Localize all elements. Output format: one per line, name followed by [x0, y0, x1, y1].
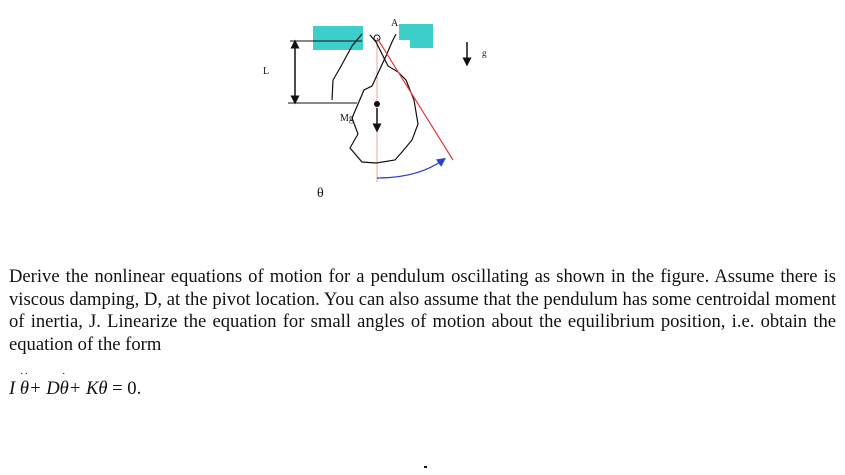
pendulum-body-outline [350, 34, 418, 163]
damping-term: + D [29, 378, 60, 399]
inertia-symbol: I [9, 378, 16, 399]
equation-rhs: = 0. [107, 378, 142, 399]
theta-symbol: θ [98, 378, 108, 399]
weight-label: Mg [340, 113, 354, 124]
point-a-label: A [391, 18, 399, 29]
length-label: L [263, 66, 270, 77]
pendulum-figure [0, 0, 845, 230]
page-mark [424, 466, 427, 468]
theta-double-dot: ·· θ [19, 368, 30, 399]
theta-dot: · θ [59, 368, 69, 399]
center-of-mass-dot [374, 101, 380, 107]
linearized-equation [9, 368, 142, 400]
angle-label: θ [317, 186, 324, 201]
stiffness-term: + K [68, 378, 99, 399]
right-support-block [399, 24, 433, 48]
problem-statement: Derive the nonlinear equations of motion for a pendulum oscillating as shown in the figure. Assume there is viscous damping, D, at the pivot location. You can also assume that the pendulum has some centroidal moment of inertia, J. Linearize the equation for small angles of motion about the equilibrium position, i.e. obtain the equation of the form [9, 266, 836, 355]
pendulum-axis-line [377, 38, 453, 160]
gravity-label: g [482, 48, 487, 58]
angle-arrow [377, 160, 443, 178]
left-support-block [313, 26, 363, 50]
